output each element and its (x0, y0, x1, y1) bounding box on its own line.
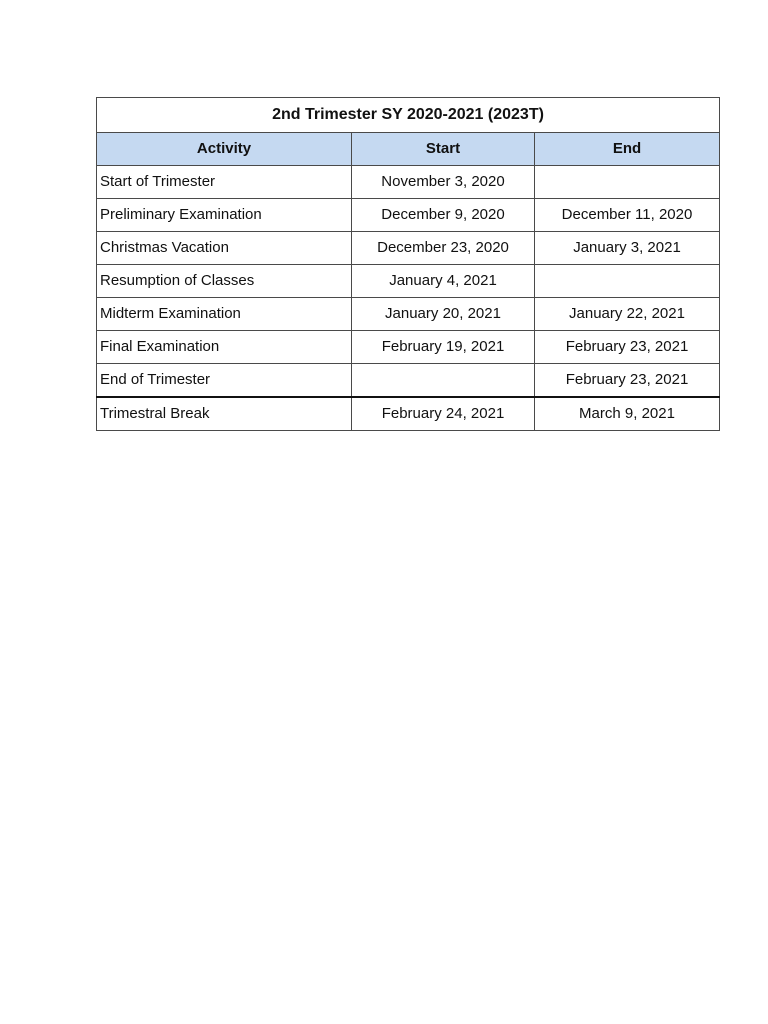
start-date-cell: December 23, 2020 (352, 232, 535, 265)
trimester-schedule-table (96, 97, 720, 431)
end-date-cell (535, 265, 720, 298)
table-row (97, 265, 720, 298)
header-start: Start (352, 133, 535, 166)
table-row (97, 397, 720, 431)
start-date-cell: January 4, 2021 (352, 265, 535, 298)
table-header-row (97, 133, 720, 166)
end-date-cell: February 23, 2021 (535, 364, 720, 398)
activity-cell: Trimestral Break (97, 397, 352, 431)
start-date-cell: February 24, 2021 (352, 397, 535, 431)
start-date-cell: December 9, 2020 (352, 199, 535, 232)
end-date-cell: February 23, 2021 (535, 331, 720, 364)
end-date-cell (535, 166, 720, 199)
end-date-cell: January 3, 2021 (535, 232, 720, 265)
activity-cell: Midterm Examination (97, 298, 352, 331)
start-date-cell: January 20, 2021 (352, 298, 535, 331)
activity-cell: Christmas Vacation (97, 232, 352, 265)
table-row (97, 298, 720, 331)
table-row (97, 166, 720, 199)
header-end: End (535, 133, 720, 166)
header-activity: Activity (97, 133, 352, 166)
activity-cell: End of Trimester (97, 364, 352, 398)
table-row (97, 364, 720, 398)
activity-cell: Preliminary Examination (97, 199, 352, 232)
table-title-row (97, 98, 720, 133)
start-date-cell: November 3, 2020 (352, 166, 535, 199)
end-date-cell: March 9, 2021 (535, 397, 720, 431)
activity-cell: Resumption of Classes (97, 265, 352, 298)
activity-cell: Start of Trimester (97, 166, 352, 199)
table-row (97, 232, 720, 265)
start-date-cell: February 19, 2021 (352, 331, 535, 364)
activity-cell: Final Examination (97, 331, 352, 364)
table-row (97, 331, 720, 364)
table-row (97, 199, 720, 232)
table-title: 2nd Trimester SY 2020-2021 (2023T) (97, 98, 720, 133)
start-date-cell (352, 364, 535, 398)
end-date-cell: January 22, 2021 (535, 298, 720, 331)
end-date-cell: December 11, 2020 (535, 199, 720, 232)
